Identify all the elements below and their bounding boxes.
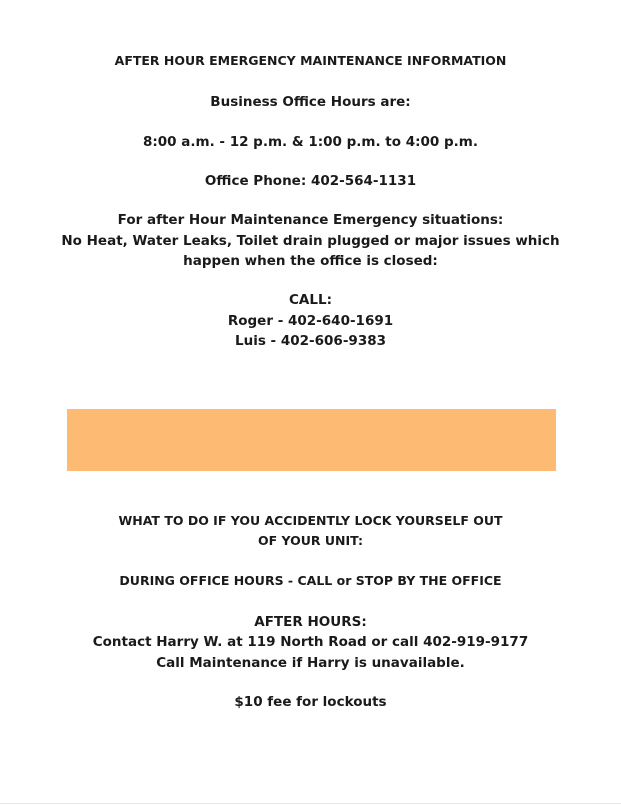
page-edge (0, 803, 621, 804)
office-hours-instruction: DURING OFFICE HOURS - CALL or STOP BY THE OFFICE (119, 573, 502, 588)
lockout-heading: WHAT TO DO IF YOU ACCIDENTLY LOCK YOURSELF OUT (118, 513, 503, 528)
after-hours-label: AFTER HOURS: (254, 614, 367, 630)
after-hours-line: Contact Harry W. at 119 North Road or call 402-919-9177 (92, 634, 529, 650)
emergency-line: For after Hour Maintenance Emergency situations: (117, 212, 504, 228)
lockout-heading: OF YOUR UNIT: (258, 533, 363, 548)
contact-luis: Luis - 402-606-9383 (234, 333, 387, 349)
office-hours-label: Business Office Hours are: (210, 94, 411, 110)
office-hours: 8:00 a.m. - 12 p.m. & 1:00 p.m. to 4:00 p.m. (142, 134, 479, 150)
maintenance-heading: AFTER HOUR EMERGENCY MAINTENANCE INFORMATION (114, 53, 507, 68)
after-hours-line: Call Maintenance if Harry is unavailable. (156, 655, 465, 671)
emergency-line: No Heat, Water Leaks, Toilet drain plugged or major issues which (61, 233, 560, 249)
lockout-fee: $10 fee for lockouts (234, 694, 387, 710)
orange-divider-band (67, 409, 556, 471)
call-label: CALL: (289, 292, 332, 308)
emergency-line: happen when the office is closed: (183, 253, 438, 269)
office-phone: Office Phone: 402-564-1131 (204, 173, 417, 189)
contact-roger: Roger - 402-640-1691 (227, 313, 394, 329)
